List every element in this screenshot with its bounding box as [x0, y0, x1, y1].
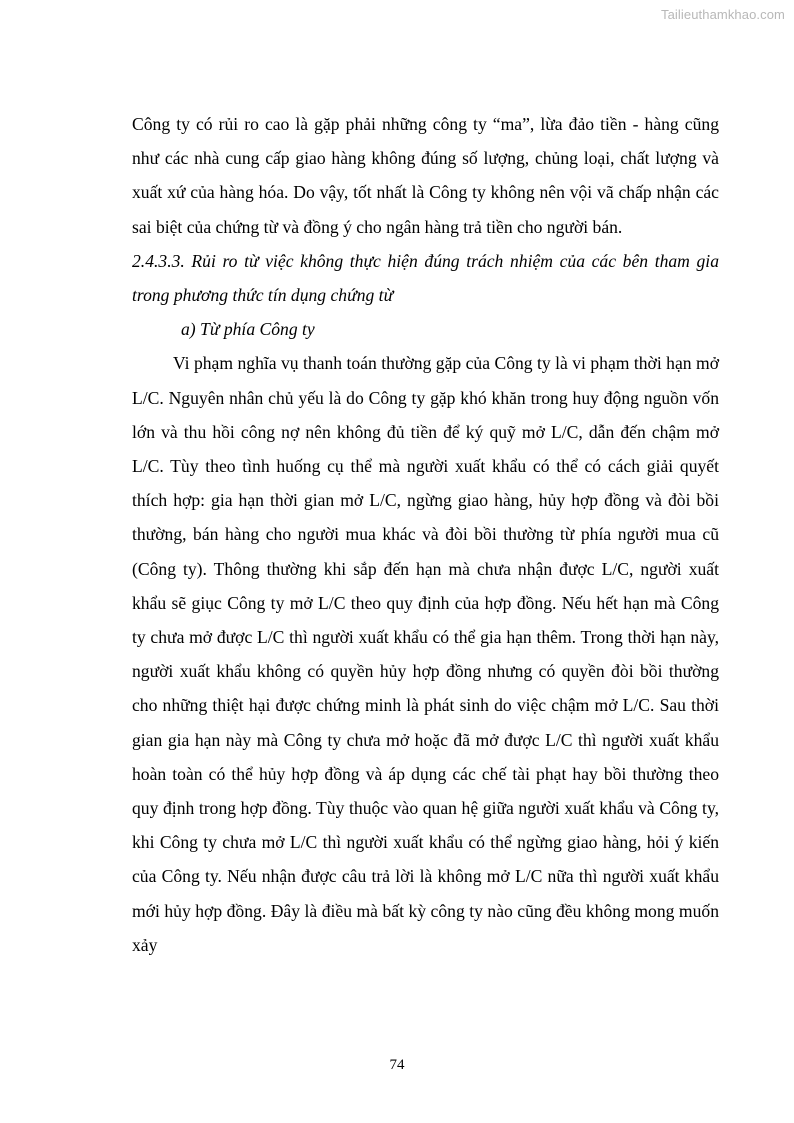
page-number: 74: [389, 1057, 405, 1073]
section-heading: 2.4.3.3. Rủi ro từ việc không thực hiện đúng trách nhiệm của các bên tham gia trong phương thức tín dụng chứng từ: [132, 250, 719, 306]
subsection-heading: a) Từ phía Công ty: [181, 319, 315, 340]
paragraph-intro: Công ty có rủi ro cao là gặp phải những công ty “ma”, lừa đảo tiền - hàng cũng như các nhà cung cấp giao hàng không đúng số lượng, chủng loại, chất lượng và xuất xứ của hàng hóa. Do vậy, tốt nhất là Công ty không nên vội vã chấp nhận các sai biệt của chứng từ và đồng ý cho ngân hàng trả tiền cho người bán.: [132, 114, 719, 237]
paragraph-body: Vi phạm nghĩa vụ thanh toán thường gặp của Công ty là vi phạm thời hạn mở L/C. Nguyên nhân chủ yếu là do Công ty gặp khó khăn trong huy động nguồn vốn lớn và thu hồi công nợ nên không đủ tiền để ký quỹ mở L/C, dẫn đến chậm mở L/C. Tùy theo tình huống cụ thể mà người xuất khẩu có thể có cách giải quyết thích hợp: gia hạn thời gian mở L/C, ngừng giao hàng, hủy hợp đồng và đòi bồi thường, bán hàng cho người mua khác và đòi bồi thường từ phía người mua cũ (Công ty). Thông thường khi sắp đến hạn mà chưa nhận được L/C, người xuất khẩu sẽ giục Công ty mở L/C theo quy định của hợp đồng. Nếu hết hạn mà Công ty chưa mở được L/C thì người xuất khẩu có thể gia hạn thêm. Trong thời hạn này, người xuất khẩu không có quyền hủy hợp đồng nhưng có quyền đòi bồi thường cho những thiệt hại được chứng minh là phát sinh do việc chậm mở L/C. Sau thời gian gia hạn này mà Công ty chưa mở hoặc đã mở được L/C thì người xuất khẩu hoàn toàn có thể hủy hợp đồng và áp dụng các chế tài phạt hay bồi thường theo quy định trong hợp đồng. Tùy thuộc vào quan hệ giữa người xuất khẩu và Công ty, khi Công ty chưa mở L/C thì người xuất khẩu có thể ngừng giao hàng, hỏi ý kiến của Công ty. Nếu nhận được câu trả lời là không mở L/C nữa thì người xuất khẩu mới hủy hợp đồng. Đây là điều mà bất kỳ công ty nào cũng đều không mong muốn xảy: [132, 353, 719, 955]
page-body: [132, 107, 719, 962]
watermark-text: Tailieuthamkhao.com: [660, 7, 785, 22]
